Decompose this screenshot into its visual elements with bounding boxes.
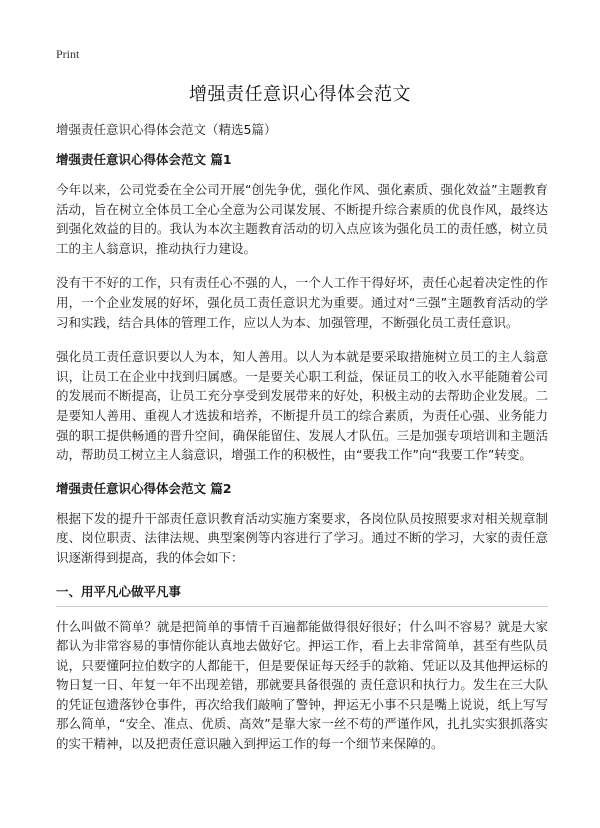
section-heading: 增强责任意识心得体会范文 篇2 — [56, 480, 232, 496]
document-subtitle: 增强责任意识心得体会范文（精选5篇） — [56, 122, 277, 137]
print-label[interactable]: Print — [56, 47, 80, 61]
divider — [56, 606, 548, 607]
document-body — [56, 121, 548, 769]
paragraph: 什么叫做不简单？就是把简单的事情千百遍都能做得很好很好；什么叫不容易？就是大家都认为非常容易的事情你能认真地去做好它。押运工作，看上去非常简单，甚至有些队员说，只要懂阿拉伯数字的人都能干，但是要保证每天经手的款箱、凭证以及其他押运标的物日复一日、年复一年不出现差错，那就要具备很强的 责任意识和执行力。发生在三大队的凭证包遗落钞仓事件，再次给我们敲响了警钟，押运无小事不只是嘴上说说，纸上写写那么简单，“安全、准点、优质、高效”是靠大家一丝不苟的严谨作风，扎扎实实狠抓落实的实干精神，以及把责任意识融入到押运工作的每一个细节来保障的。 — [56, 618, 548, 752]
section-2 — [56, 480, 548, 754]
section-heading: 增强责任意识心得体会范文 篇1 — [56, 152, 232, 167]
document-title: 增强责任意识心得体会范文 — [189, 84, 411, 105]
paragraph: 根据下发的提升干部责任意识教育活动实施方案要求，各岗位队员按照要求对相关规章制度、岗位职责、法律法规、典型案例等内容进行了学习。通过不断的学习，大家的责任意识逐渐得到提高，我的体会如下： — [56, 510, 548, 565]
subsection-heading: 一、用平凡心做平凡事 — [56, 583, 182, 599]
paragraph: 今年以来，公司党委在全公司开展“创先争优，强化作风、强化素质、强化效益”主题教育活动，旨在树立全体员工全心全意为公司谋发展、不断提升综合素质的优良作风，最终达到强化效益的目的。我认为本次主题教育活动的切入点应该为强化员工的责任感，树立员工的主人翁意识，推动执行力建设。 — [56, 182, 548, 256]
paragraph: 没有干不好的工作，只有责任心不强的人，一个人工作干得好坏，责任心起着决定性的作用，一个企业发展的好坏，强化员工责任意识尤为重要。通过对“三强”主题教育活动的学习和实践，结合具体的管理工作，应以人为本、加强管理，不断强化员工责任意识。 — [56, 275, 548, 330]
paragraph: 强化员工责任意识要以人为本，知人善用。以人为本就是要采取措施树立员工的主人翁意识，让员工在企业中找到归属感。一是要关心职工利益，保证员工的收入水平能随着公司的发展而不断提高，让员工充分享受到发展带来的好处，积极主动的去帮助企业发展。二是要知人善用、重视人才选拔和培养，不断提升员工的综合素质，为责任心强、业务能力强的职工提供畅通的晋升空间，确保能留住、发展人才队伍。三是加强专项培训和主题活动，帮助员工树立主人翁意识，增强工作的积极性，由“要我工作”向“我要工作”转变。 — [56, 349, 548, 463]
section-1 — [56, 151, 548, 465]
